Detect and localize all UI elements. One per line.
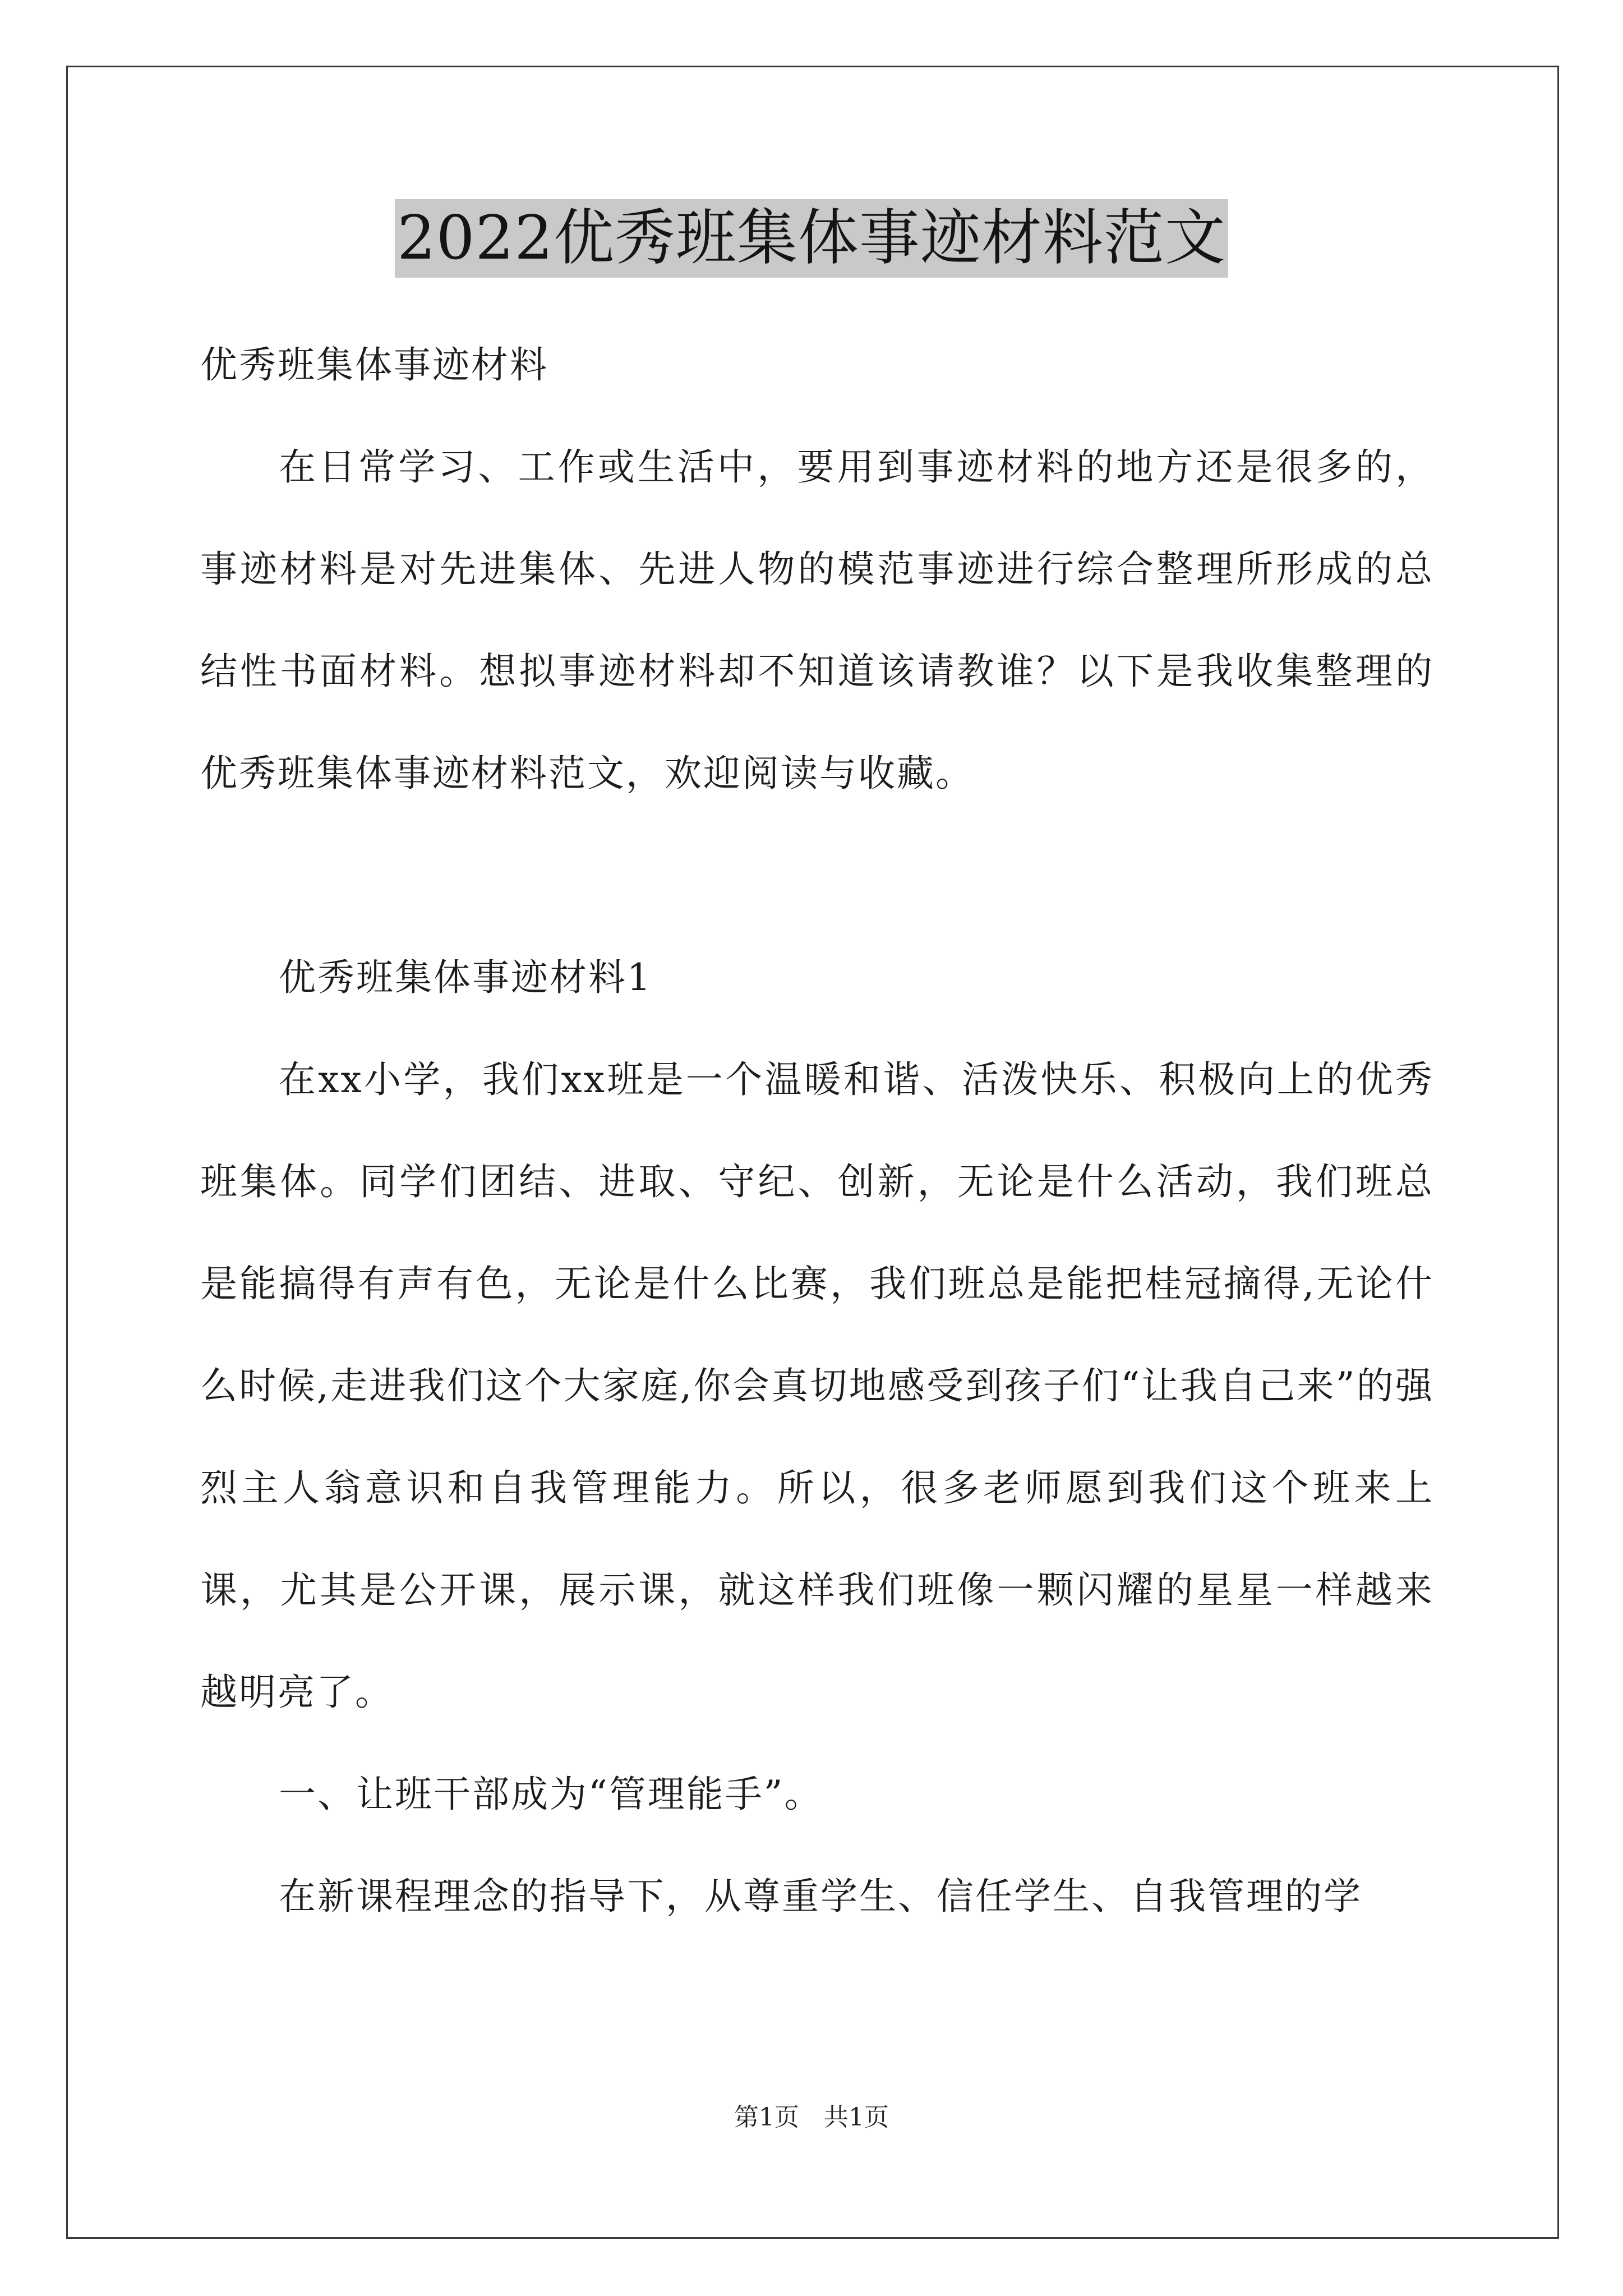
section-spacer xyxy=(200,825,1434,927)
section-heading: 优秀班集体事迹材料1 xyxy=(279,956,652,999)
intro-paragraph: 在日常学习、工作或生活中，要用到事迹材料的地方还是很多的，事迹材料是对先进集体、先进人物的模范事迹进行综合整理所形成的总结性书面材料。想拟事迹材料却不知道该请教谁？以下是我收集整理的优秀班集体事迹材料范文，欢迎阅读与收藏。 xyxy=(200,445,1434,795)
title-container xyxy=(0,199,1623,278)
document-title: 2022优秀班集体事迹材料范文 xyxy=(395,199,1228,278)
point-heading-1: 一、让班干部成为“管理能手”。 xyxy=(279,1773,823,1816)
document-body xyxy=(200,314,1434,1948)
subtitle: 优秀班集体事迹材料 xyxy=(200,343,548,386)
body-paragraph-1: 在xx小学，我们xx班是一个温暖和谐、活泼快乐、积极向上的优秀班集体。同学们团结、进取、守纪、创新，无论是什么活动，我们班总是能搞得有声有色，无论是什么比赛，我们班总是能把桂冠摘得,无论什么时候,走进我们这个大家庭,你会真切地感受到孩子们“让我自己来”的强烈主人翁意识和自我管理能力。所以，很多老师愿到我们这个班来上课，尤其是公开课，展示课，就这样我们班像一颗闪耀的星星一样越来越明亮了。 xyxy=(200,1058,1434,1714)
body-paragraph-2: 在新课程理念的指导下，从尊重学生、信任学生、自我管理的学 xyxy=(279,1875,1362,1918)
page-footer: 第1页 共1页 xyxy=(734,2103,889,2132)
